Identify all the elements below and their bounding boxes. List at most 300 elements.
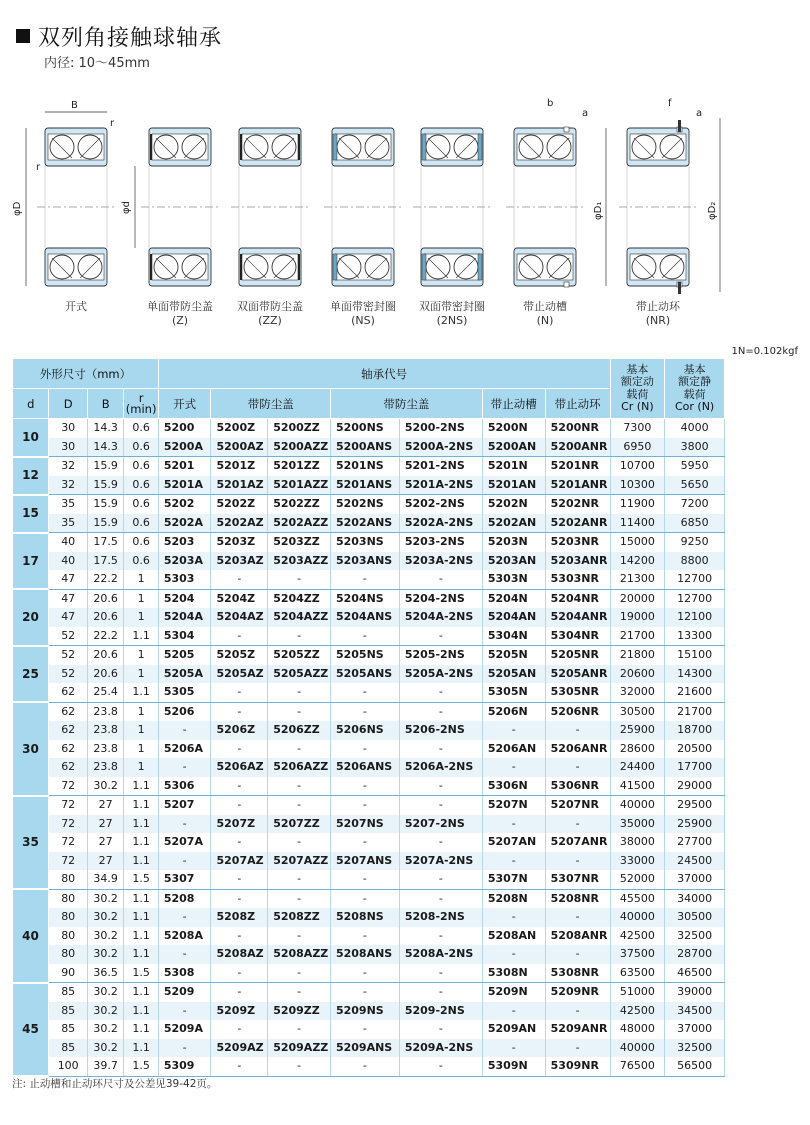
table-cell: 5200NS	[330, 419, 399, 438]
table-cell: 5207ZZ	[268, 815, 331, 834]
table-cell: 5200ZZ	[268, 419, 331, 438]
table-cell: 23.8	[87, 740, 123, 759]
table-cell: 12700	[665, 570, 725, 589]
bore-d-cell: 45	[13, 983, 49, 1077]
page-subtitle: 内径: 10～45mm	[44, 56, 150, 71]
table-cell: 40000	[610, 908, 665, 927]
table-cell: 1.1	[124, 927, 158, 946]
table-cell: 5200-2NS	[399, 419, 482, 438]
table-row	[13, 721, 725, 740]
table-cell: 5307NR	[545, 870, 610, 889]
table-cell: 46500	[665, 964, 725, 983]
table-cell: 5207AZ	[211, 852, 268, 871]
table-cell: 4000	[665, 419, 725, 438]
table-cell: 42500	[610, 927, 665, 946]
table-cell: 5208ZZ	[268, 908, 331, 927]
table-cell: 62	[49, 740, 87, 759]
table-cell: 5207NS	[330, 815, 399, 834]
ball	[426, 255, 450, 279]
table-cell: 0.6	[124, 495, 158, 514]
table-cell: -	[330, 1057, 399, 1076]
table-cell: 25.4	[87, 683, 123, 702]
table-cell: 5207AN	[482, 833, 545, 852]
table-cell: 5209N	[482, 983, 545, 1002]
table-cell: 14.3	[87, 419, 123, 438]
table-cell: 45500	[610, 889, 665, 908]
table-row	[13, 870, 725, 889]
table-cell: 30	[49, 438, 87, 457]
table-cell: -	[211, 889, 268, 908]
table-cell: 5208NR	[545, 889, 610, 908]
table-cell: 5207N	[482, 796, 545, 815]
table-cell: 5207Z	[211, 815, 268, 834]
table-cell: -	[399, 870, 482, 889]
th-B: B	[87, 389, 123, 419]
table-cell: 5303	[158, 570, 211, 589]
table-cell: 5208N	[482, 889, 545, 908]
table-cell: 1	[124, 589, 158, 608]
snap-ring	[678, 282, 681, 294]
diagram-caption-line: (N)	[536, 314, 554, 327]
seal	[333, 134, 337, 160]
table-cell: 5200ANR	[545, 438, 610, 457]
table-cell: 1.1	[124, 908, 158, 927]
th-r-l2: (min)	[125, 401, 157, 416]
table-cell: 5205ANR	[545, 665, 610, 684]
table-row	[13, 927, 725, 946]
table-cell: -	[399, 702, 482, 721]
table-cell: 5203ANR	[545, 552, 610, 571]
table-cell: 38000	[610, 833, 665, 852]
ball	[632, 135, 656, 159]
table-cell: 5204AZZ	[268, 608, 331, 627]
table-cell: 85	[49, 983, 87, 1002]
th-load-dyn-l2: 额定动	[620, 375, 654, 388]
table-cell: -	[211, 870, 268, 889]
table-cell: 30.2	[87, 1002, 123, 1021]
table-cell: 27	[87, 815, 123, 834]
table-cell: 15.9	[87, 495, 123, 514]
table-cell: 15.9	[87, 457, 123, 476]
th-d: d	[13, 389, 49, 419]
table-cell: 41500	[610, 777, 665, 796]
table-cell: 51000	[610, 983, 665, 1002]
table-cell: -	[482, 758, 545, 777]
table-cell: 5208ANR	[545, 927, 610, 946]
th-open: 开式	[158, 389, 211, 419]
th-code-group: 轴承代号	[158, 359, 610, 389]
ball	[272, 255, 296, 279]
table-cell: -	[268, 796, 331, 815]
table-cell: -	[211, 627, 268, 646]
table-cell: 5303N	[482, 570, 545, 589]
table-cell: 37000	[665, 870, 725, 889]
table-cell: 21600	[665, 683, 725, 702]
table-cell: 28600	[610, 740, 665, 759]
table-cell: 25900	[610, 721, 665, 740]
table-cell: -	[399, 740, 482, 759]
table-cell: 5203AZ	[211, 552, 268, 571]
ball	[632, 255, 656, 279]
table-cell: 15.9	[87, 514, 123, 533]
table-cell: 5207A-2NS	[399, 852, 482, 871]
ball	[365, 135, 389, 159]
table-cell: 5202AN	[482, 514, 545, 533]
table-cell: 5309	[158, 1057, 211, 1076]
snap-ring	[678, 120, 681, 132]
table-cell: -	[211, 833, 268, 852]
table-cell: 5304	[158, 627, 211, 646]
table-cell: 5308N	[482, 964, 545, 983]
table-cell: 29500	[665, 796, 725, 815]
table-cell: 5202ANR	[545, 514, 610, 533]
table-cell: 8800	[665, 552, 725, 571]
table-cell: 1.5	[124, 1057, 158, 1076]
table-cell: 5202-2NS	[399, 495, 482, 514]
table-cell: 80	[49, 927, 87, 946]
table-cell: 5204A-2NS	[399, 608, 482, 627]
table-cell: 5202AZ	[211, 514, 268, 533]
table-cell: -	[482, 815, 545, 834]
table-cell: -	[268, 1020, 331, 1039]
table-cell: -	[399, 964, 482, 983]
table-cell: -	[268, 927, 331, 946]
dim-label-b: b	[547, 98, 554, 109]
bore-d-cell: 25	[13, 646, 49, 703]
table-cell: 5204A	[158, 608, 211, 627]
dim-label-f: f	[668, 98, 672, 109]
table-cell: -	[211, 1057, 268, 1076]
table-cell: -	[330, 889, 399, 908]
table-cell: 5209ANS	[330, 1039, 399, 1058]
table-cell: 5306N	[482, 777, 545, 796]
table-cell: 5205AN	[482, 665, 545, 684]
table-cell: 1	[124, 646, 158, 665]
table-cell: 14300	[665, 665, 725, 684]
table-cell: -	[399, 983, 482, 1002]
table-cell: 14200	[610, 552, 665, 571]
table-cell: 7300	[610, 419, 665, 438]
title-square-icon	[16, 29, 30, 43]
th-r	[124, 389, 158, 419]
table-row	[13, 1020, 725, 1039]
table-cell: 40000	[610, 796, 665, 815]
table-cell: 1.1	[124, 796, 158, 815]
table-row	[13, 964, 725, 983]
table-cell: -	[399, 683, 482, 702]
table-cell: 5209A	[158, 1020, 211, 1039]
table-cell: 5206NS	[330, 721, 399, 740]
th-load-static	[665, 359, 725, 419]
diagram-caption-line: 双面带密封圈	[419, 300, 485, 313]
table-cell: -	[399, 889, 482, 908]
table-cell: -	[158, 1002, 211, 1021]
th-shield: 带防尘盖	[211, 389, 330, 419]
table-cell: 5201N	[482, 457, 545, 476]
table-cell: 1.1	[124, 777, 158, 796]
table-cell: 5201	[158, 457, 211, 476]
table-cell: 62	[49, 702, 87, 721]
table-row	[13, 665, 725, 684]
table-row	[13, 533, 725, 552]
table-cell: 32	[49, 476, 87, 495]
table-cell: -	[399, 627, 482, 646]
table-cell: 19000	[610, 608, 665, 627]
table-cell: 5206AZZ	[268, 758, 331, 777]
table-cell: -	[545, 815, 610, 834]
table-cell: 5201A-2NS	[399, 476, 482, 495]
table-cell: 80	[49, 889, 87, 908]
table-row	[13, 589, 725, 608]
table-cell: -	[330, 1020, 399, 1039]
table-row	[13, 552, 725, 571]
diagram-caption-line: (NS)	[351, 314, 375, 327]
table-cell: 48000	[610, 1020, 665, 1039]
table-cell: 30.2	[87, 1039, 123, 1058]
table-cell: 0.6	[124, 476, 158, 495]
table-cell: 47	[49, 608, 87, 627]
table-cell: -	[482, 1039, 545, 1058]
table-cell: 20000	[610, 589, 665, 608]
table-cell: 5204AZ	[211, 608, 268, 627]
table-cell: 47	[49, 589, 87, 608]
table-row	[13, 438, 725, 457]
table-cell: 5202Z	[211, 495, 268, 514]
table-cell: -	[545, 1039, 610, 1058]
dim-label-r2: r	[36, 162, 41, 173]
table-cell: 5206Z	[211, 721, 268, 740]
table-cell: 5201AN	[482, 476, 545, 495]
table-cell: 5203ZZ	[268, 533, 331, 552]
table-cell: 0.6	[124, 552, 158, 571]
table-cell: 5209	[158, 983, 211, 1002]
table-cell: 5207-2NS	[399, 815, 482, 834]
table-cell: 90	[49, 964, 87, 983]
table-cell: 6850	[665, 514, 725, 533]
diagram-caption	[495, 300, 595, 328]
table-cell: 5304N	[482, 627, 545, 646]
table-cell: 5209A-2NS	[399, 1039, 482, 1058]
table-row	[13, 419, 725, 438]
table-cell: 5205	[158, 646, 211, 665]
table-cell: 5201Z	[211, 457, 268, 476]
th-load-dyn-l1: 基本	[626, 362, 649, 376]
table-cell: 72	[49, 852, 87, 871]
table-cell: -	[545, 1002, 610, 1021]
dim-label-B: B	[71, 100, 78, 111]
table-cell: 17.5	[87, 533, 123, 552]
table-cell: 5206ZZ	[268, 721, 331, 740]
table-cell: 5206N	[482, 702, 545, 721]
table-cell: -	[158, 758, 211, 777]
table-cell: 28700	[665, 945, 725, 964]
table-cell: 5208A	[158, 927, 211, 946]
table-cell: -	[268, 683, 331, 702]
table-cell: 80	[49, 908, 87, 927]
th-D: D	[49, 389, 87, 419]
th-load-st-l1: 基本	[683, 362, 706, 376]
table-row	[13, 1002, 725, 1021]
table-row	[13, 570, 725, 589]
table-cell: 5650	[665, 476, 725, 495]
table-cell: 20.6	[87, 665, 123, 684]
ball	[78, 255, 102, 279]
table-cell: 5306NR	[545, 777, 610, 796]
table-cell: 30.2	[87, 889, 123, 908]
bore-d-cell: 35	[13, 796, 49, 890]
table-cell: 62	[49, 683, 87, 702]
table-cell: -	[399, 927, 482, 946]
table-cell: 5200N	[482, 419, 545, 438]
diagram-caption-line: (Z)	[171, 314, 189, 327]
table-cell: 5200NR	[545, 419, 610, 438]
table-cell: -	[399, 1020, 482, 1039]
table-cell: -	[330, 777, 399, 796]
bore-d-cell: 17	[13, 533, 49, 590]
table-cell: 22.2	[87, 627, 123, 646]
table-cell: -	[268, 777, 331, 796]
bore-d-cell: 30	[13, 702, 49, 796]
table-cell: -	[399, 1057, 482, 1076]
table-cell: 5203AN	[482, 552, 545, 571]
table-cell: 5202NR	[545, 495, 610, 514]
table-cell: -	[330, 870, 399, 889]
table-cell: 23.8	[87, 758, 123, 777]
table-cell: 5204Z	[211, 589, 268, 608]
table-cell: -	[268, 889, 331, 908]
table-cell: 5206-2NS	[399, 721, 482, 740]
table-cell: 5205Z	[211, 646, 268, 665]
table-cell: 5205ANS	[330, 665, 399, 684]
table-cell: 5208AN	[482, 927, 545, 946]
table-cell: 39.7	[87, 1057, 123, 1076]
diagram-caption-line: (NR)	[645, 314, 671, 327]
table-cell: -	[482, 721, 545, 740]
table-row	[13, 457, 725, 476]
table-cell: 5208AZZ	[268, 945, 331, 964]
table-cell: 52	[49, 665, 87, 684]
table-cell: 11900	[610, 495, 665, 514]
table-row	[13, 815, 725, 834]
table-cell: 29000	[665, 777, 725, 796]
table-cell: 5203ANS	[330, 552, 399, 571]
table-cell: 35	[49, 514, 87, 533]
table-cell: -	[211, 796, 268, 815]
table-cell: 5308NR	[545, 964, 610, 983]
table-cell: -	[545, 852, 610, 871]
ball	[272, 135, 296, 159]
table-cell: 12700	[665, 589, 725, 608]
th-load-st-l2: 额定静	[678, 375, 712, 388]
table-cell: 37000	[665, 1020, 725, 1039]
table-cell: -	[211, 983, 268, 1002]
table-cell: -	[158, 908, 211, 927]
table-row	[13, 983, 725, 1002]
th-ring: 带止动环	[545, 389, 610, 419]
table-cell: 5202AZZ	[268, 514, 331, 533]
ball	[182, 135, 206, 159]
table-cell: 5209ANR	[545, 1020, 610, 1039]
table-row	[13, 646, 725, 665]
table-cell: 5201ANR	[545, 476, 610, 495]
table-row	[13, 627, 725, 646]
table-cell: 1	[124, 702, 158, 721]
table-cell: 1.1	[124, 945, 158, 964]
table-cell: 5207A	[158, 833, 211, 852]
table-cell: 5201ANS	[330, 476, 399, 495]
table-cell: 5206A-2NS	[399, 758, 482, 777]
table-cell: -	[158, 721, 211, 740]
dim-label-D2: φD₂	[707, 201, 718, 220]
table-cell: -	[268, 627, 331, 646]
table-cell: 52	[49, 627, 87, 646]
table-cell: -	[268, 740, 331, 759]
table-cell: 30500	[610, 702, 665, 721]
table-cell: 5209AN	[482, 1020, 545, 1039]
ball	[337, 135, 361, 159]
table-cell: 5200A	[158, 438, 211, 457]
table-cell: -	[330, 702, 399, 721]
table-cell: 5209AZ	[211, 1039, 268, 1058]
diagram-caption-line: 单面带防尘盖	[147, 300, 213, 313]
table-cell: -	[268, 570, 331, 589]
table-cell: 5208ANS	[330, 945, 399, 964]
table-cell: 20500	[665, 740, 725, 759]
table-cell: 72	[49, 815, 87, 834]
table-cell: 5206ANS	[330, 758, 399, 777]
bore-d-cell: 40	[13, 889, 49, 983]
table-cell: 5203NS	[330, 533, 399, 552]
table-cell: 15100	[665, 646, 725, 665]
table-cell: 0.6	[124, 514, 158, 533]
table-cell: 5203AZZ	[268, 552, 331, 571]
table-cell: 11400	[610, 514, 665, 533]
table-cell: 7200	[665, 495, 725, 514]
table-cell: 5203	[158, 533, 211, 552]
ball	[154, 135, 178, 159]
table-cell: 5209ZZ	[268, 1002, 331, 1021]
ball	[244, 255, 268, 279]
table-cell: 52000	[610, 870, 665, 889]
ball	[519, 255, 543, 279]
table-cell: 1.1	[124, 627, 158, 646]
table-cell: 30.2	[87, 927, 123, 946]
table-cell: 0.6	[124, 533, 158, 552]
table-cell: 36.5	[87, 964, 123, 983]
table-row	[13, 833, 725, 852]
dim-label-a2: a	[696, 108, 703, 119]
table-cell: 30.2	[87, 983, 123, 1002]
table-cell: -	[330, 796, 399, 815]
table-cell: 5201NS	[330, 457, 399, 476]
table-cell: 1.1	[124, 852, 158, 871]
table-cell: 5208A-2NS	[399, 945, 482, 964]
ball	[660, 135, 684, 159]
table-row	[13, 945, 725, 964]
table-cell: 100	[49, 1057, 87, 1076]
table-cell: 18700	[665, 721, 725, 740]
bore-d-cell: 20	[13, 589, 49, 646]
table-cell: 62	[49, 721, 87, 740]
table-cell: 5206A	[158, 740, 211, 759]
table-cell: 5204AN	[482, 608, 545, 627]
table-cell: -	[399, 796, 482, 815]
table-cell: 5309NR	[545, 1057, 610, 1076]
table-cell: 39000	[665, 983, 725, 1002]
ball	[244, 135, 268, 159]
table-cell: 5307N	[482, 870, 545, 889]
th-load-st-l3: 载荷	[683, 387, 706, 401]
